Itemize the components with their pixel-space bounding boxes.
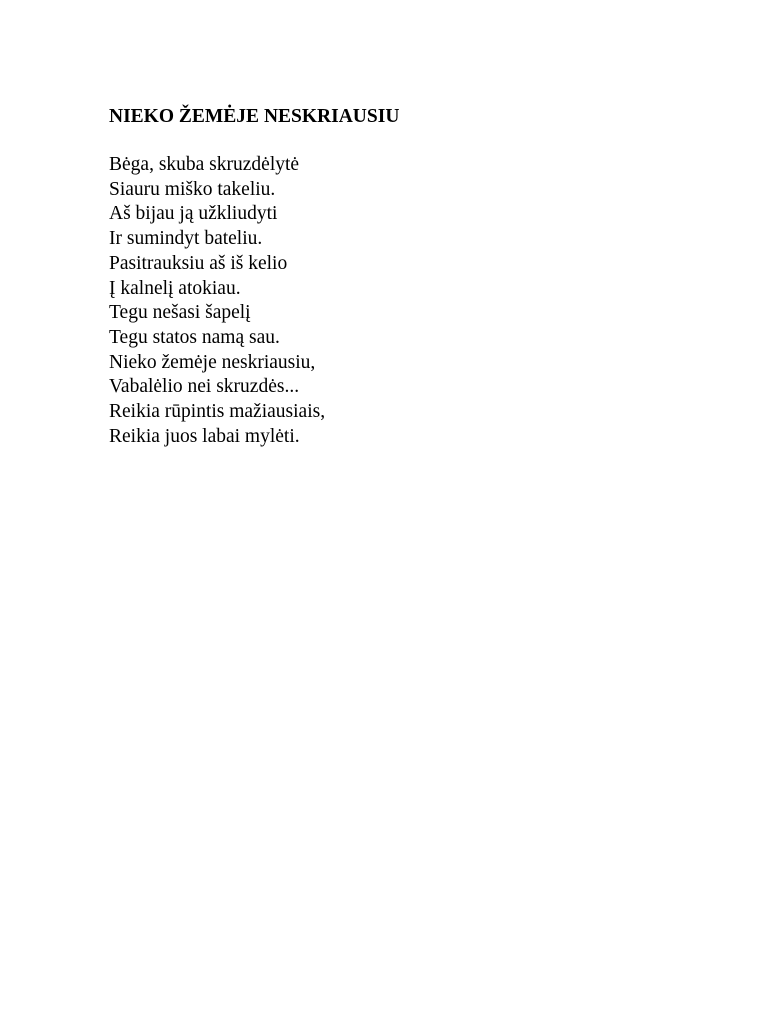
poem-line: Vabalėlio nei skruzdės... <box>109 376 300 398</box>
poem-line: Siauru miško takeliu. <box>109 178 276 200</box>
poem-line: Į kalnelį atokiau. <box>109 277 241 299</box>
poem-line: Tegu nešasi šapelį <box>109 302 251 324</box>
poem-title: NIEKO ŽEMĖJE NESKRIAUSIU <box>109 106 400 127</box>
poem-line: Ir sumindyt bateliu. <box>109 228 263 250</box>
poem-body <box>109 153 325 449</box>
poem-line: Bėga, skuba skruzdėlytė <box>109 154 300 175</box>
poem-line: Nieko žemėje neskriausiu, <box>109 351 316 373</box>
poem-line: Pasitrauksiu aš iš kelio <box>109 252 288 274</box>
poem-line: Reikia rūpintis mažiausiais, <box>109 401 326 423</box>
poem-line: Aš bijau ją užkliudyti <box>109 203 278 225</box>
poem-line: Tegu statos namą sau. <box>109 326 280 348</box>
poem-line: Reikia juos labai mylėti. <box>109 425 300 447</box>
